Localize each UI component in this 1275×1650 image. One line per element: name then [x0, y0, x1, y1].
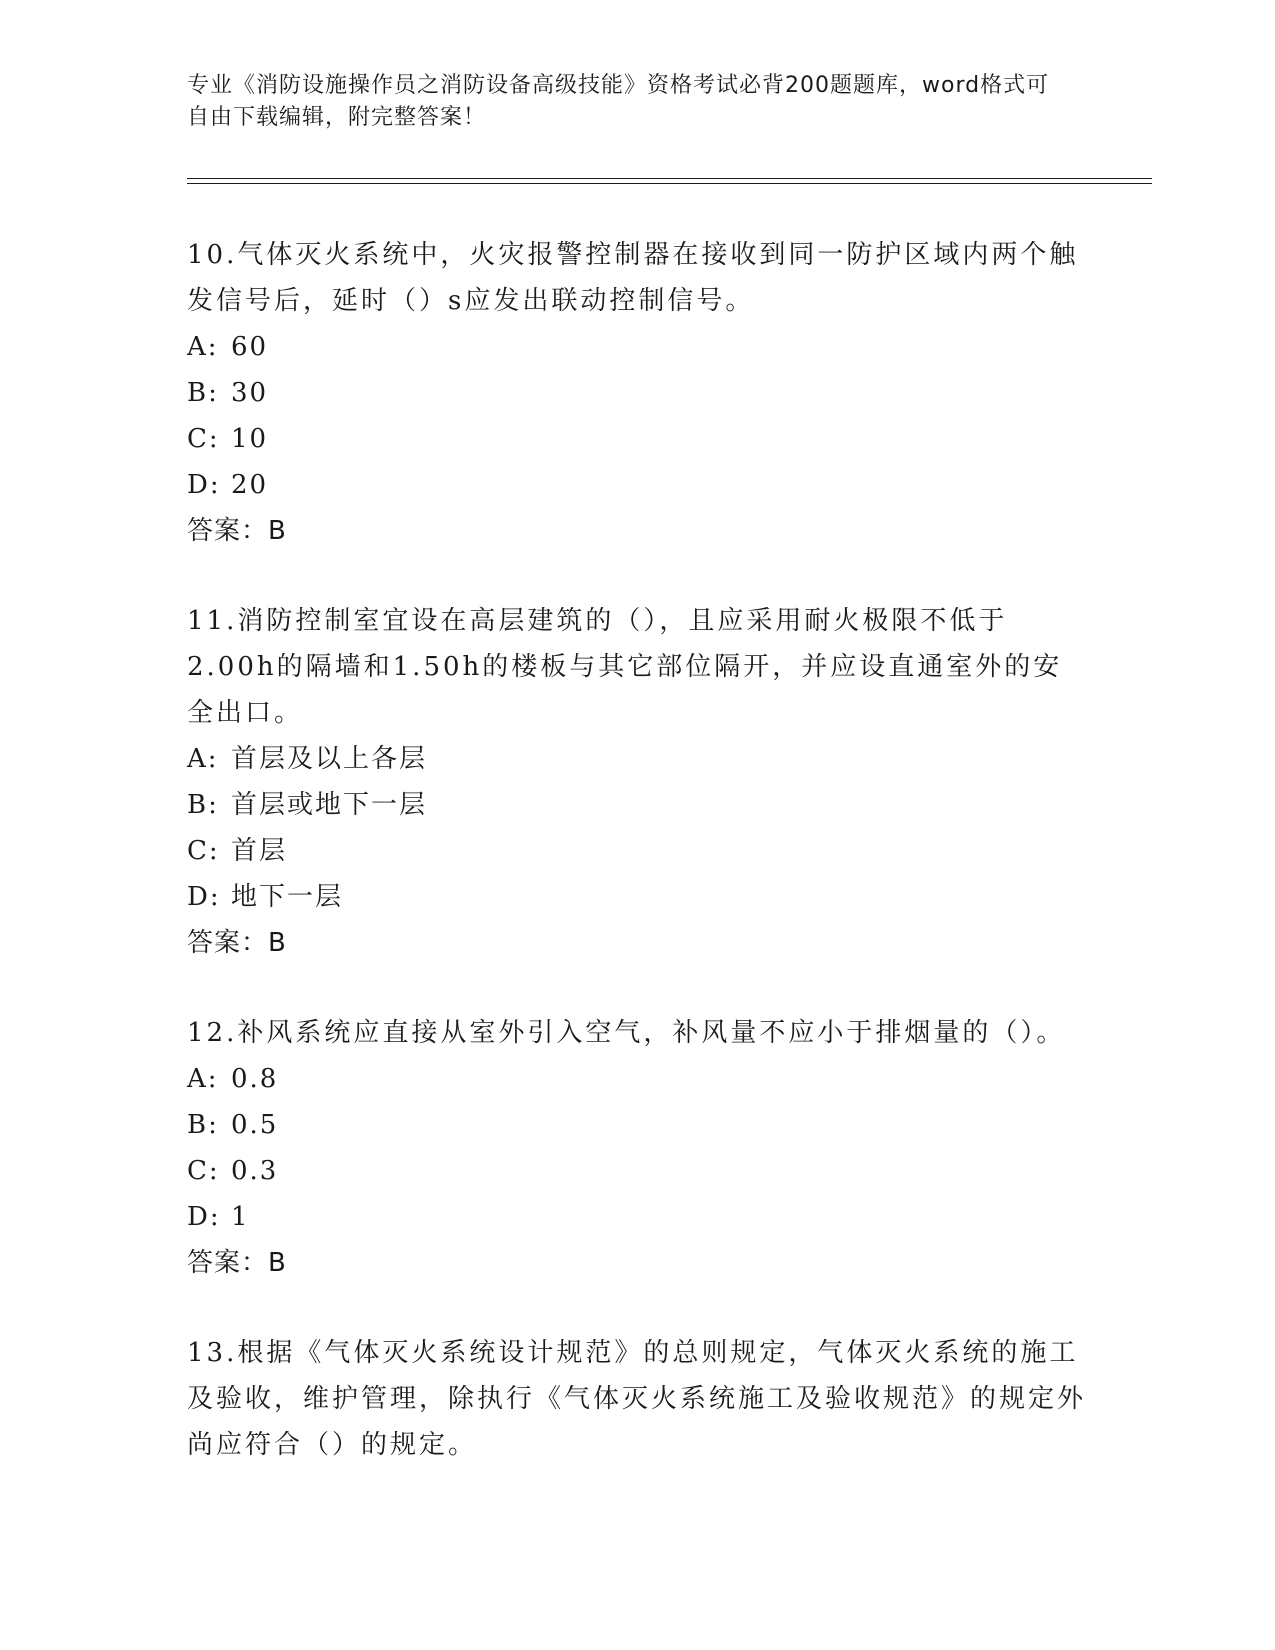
option-letter: C:: [187, 424, 220, 454]
option-letter: D:: [187, 1202, 221, 1232]
question-10: [187, 232, 1087, 554]
question-11: [187, 598, 1087, 966]
question-list: [187, 232, 1087, 1512]
option-text: 30: [231, 378, 269, 408]
answer-line: 答案：B: [187, 1248, 287, 1278]
option-d: [187, 1194, 1087, 1240]
answer-line: 答案：B: [187, 516, 287, 546]
question-text: 13.根据《气体灭火系统设计规范》的总则规定，气体灭火系统的施工及验收，维护管理，除执行《气体灭火系统施工及验收规范》的规定外尚应符合（）的规定。: [187, 1338, 1087, 1460]
option-c: [187, 416, 1087, 462]
document-header: 专业《消防设施操作员之消防设备高级技能》资格考试必背200题题库，word格式可自由下载编辑，附完整答案！: [187, 73, 1050, 130]
option-d: [187, 462, 1087, 508]
option-letter: C:: [187, 836, 220, 866]
option-b: [187, 782, 1087, 828]
option-text: 0.3: [231, 1156, 279, 1186]
option-text: 首层或地下一层: [231, 790, 428, 820]
option-letter: D:: [187, 882, 221, 912]
option-text: 1: [231, 1202, 250, 1232]
option-text: 首层及以上各层: [231, 744, 428, 774]
option-text: 0.8: [231, 1064, 279, 1094]
option-a: [187, 324, 1087, 370]
option-c: [187, 828, 1087, 874]
header-rule-top: [187, 178, 1152, 179]
option-text: 首层: [231, 836, 288, 866]
question-text: 10.气体灭火系统中，火灾报警控制器在接收到同一防护区域内两个触发信号后，延时（）s应发出联动控制信号。: [187, 240, 1079, 316]
option-b: [187, 370, 1087, 416]
option-letter: C:: [187, 1156, 220, 1186]
option-letter: B:: [187, 378, 219, 408]
option-letter: A:: [187, 332, 219, 362]
option-c: [187, 1148, 1087, 1194]
option-text: 0.5: [231, 1110, 279, 1140]
option-text: 60: [231, 332, 269, 362]
option-a: [187, 1056, 1087, 1102]
question-text: 12.补风系统应直接从室外引入空气，补风量不应小于排烟量的（）。: [187, 1018, 1066, 1048]
option-letter: D:: [187, 470, 221, 500]
option-letter: A:: [187, 1064, 219, 1094]
option-text: 20: [231, 470, 269, 500]
option-text: 10: [231, 424, 269, 454]
option-d: [187, 874, 1087, 920]
answer-line: 答案：B: [187, 928, 287, 958]
option-letter: B:: [187, 790, 219, 820]
question-text: 11.消防控制室宜设在高层建筑的（），且应采用耐火极限不低于2.00h的隔墙和1.50h的楼板与其它部位隔开，并应设直通室外的安全出口。: [187, 606, 1063, 728]
option-b: [187, 1102, 1087, 1148]
question-13: [187, 1330, 1087, 1468]
option-letter: B:: [187, 1110, 219, 1140]
header-rule-bottom: [187, 183, 1152, 184]
option-letter: A:: [187, 744, 219, 774]
question-12: [187, 1010, 1087, 1286]
option-a: [187, 736, 1087, 782]
option-text: 地下一层: [231, 882, 344, 912]
